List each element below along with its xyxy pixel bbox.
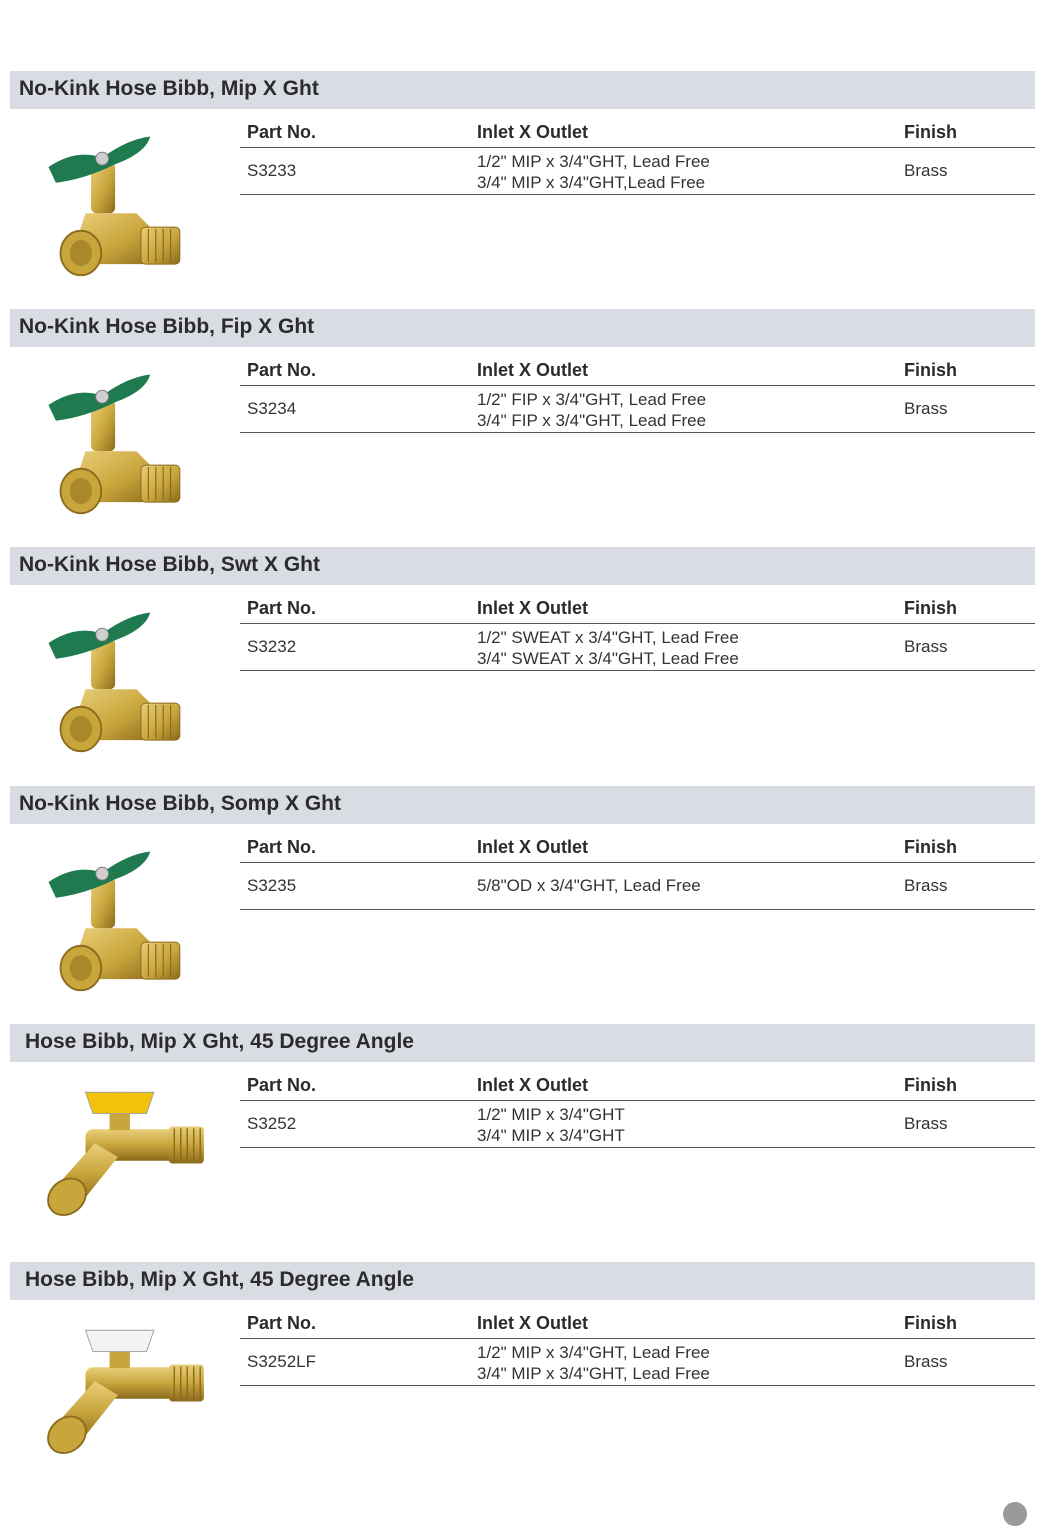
inlet-outlet-header: Inlet X Outlet <box>477 360 589 380</box>
table-header-row <box>240 834 1035 863</box>
table-header-row <box>240 357 1035 386</box>
hose-bibb-green-handle-icon <box>30 834 215 1004</box>
table-row <box>240 1339 1035 1386</box>
inlet-outlet-cell <box>477 627 739 669</box>
finish-header: Finish <box>904 598 957 618</box>
section-header <box>10 547 1035 585</box>
part-number-cell: S3252LF <box>247 1352 316 1371</box>
part-no-header: Part No. <box>247 837 317 857</box>
hose-bibb-green-handle-icon <box>30 595 215 765</box>
part-no-header: Part No. <box>247 122 317 142</box>
inlet-outlet-line: 1/2" MIP x 3/4"GHT <box>477 1105 625 1124</box>
section-title: No-Kink Hose Bibb, Somp X Ght <box>19 792 342 815</box>
table-header-row <box>240 1072 1035 1101</box>
product-section <box>10 71 1035 309</box>
inlet-outlet-line: 5/8"OD x 3/4"GHT, Lead Free <box>477 876 701 895</box>
hose-bibb-yellow-handle-icon <box>30 1072 215 1242</box>
inlet-outlet-header: Inlet X Outlet <box>477 1313 589 1333</box>
part-number-cell: S3252 <box>247 1114 297 1133</box>
table-row <box>240 1101 1035 1148</box>
inlet-outlet-line: 1/2" FIP x 3/4"GHT, Lead Free <box>477 390 707 409</box>
inlet-outlet-line: 1/2" MIP x 3/4"GHT, Lead Free <box>477 152 710 171</box>
finish-header: Finish <box>904 1075 957 1095</box>
product-section <box>10 1262 1035 1500</box>
finish-header: Finish <box>904 122 957 142</box>
part-no-header: Part No. <box>247 1313 317 1333</box>
table-row <box>240 148 1035 195</box>
part-number-cell: S3235 <box>247 876 297 895</box>
section-header <box>10 71 1035 109</box>
product-section <box>10 1024 1035 1262</box>
section-header <box>10 1024 1035 1062</box>
section-header <box>10 1262 1035 1300</box>
hose-bibb-green-handle-icon <box>30 119 215 289</box>
section-header <box>10 786 1035 824</box>
product-section <box>10 309 1035 547</box>
inlet-outlet-cell <box>477 151 710 193</box>
finish-cell: Brass <box>904 637 948 656</box>
part-no-header: Part No. <box>247 360 317 380</box>
inlet-outlet-cell <box>477 389 706 431</box>
finish-cell: Brass <box>904 161 948 180</box>
inlet-outlet-line: 3/4" MIP x 3/4"GHT, Lead Free <box>477 1364 710 1383</box>
section-title: Hose Bibb, Mip X Ght, 45 Degree Angle <box>25 1030 414 1053</box>
hose-bibb-white-handle-icon <box>30 1310 215 1480</box>
inlet-outlet-cell <box>477 1104 625 1146</box>
spec-table <box>240 834 1035 910</box>
part-no-header: Part No. <box>247 1075 317 1095</box>
inlet-outlet-header: Inlet X Outlet <box>477 1075 589 1095</box>
hose-bibb-green-handle-icon <box>30 357 215 527</box>
finish-cell: Brass <box>904 876 948 895</box>
part-number-cell: S3233 <box>247 161 297 180</box>
inlet-outlet-header: Inlet X Outlet <box>477 598 589 618</box>
finish-header: Finish <box>904 360 957 380</box>
part-no-header: Part No. <box>247 598 317 618</box>
finish-header: Finish <box>904 837 957 857</box>
part-number-cell: S3234 <box>247 399 297 418</box>
table-row <box>240 624 1035 671</box>
section-header <box>10 309 1035 347</box>
table-header-row <box>240 119 1035 148</box>
section-title: No-Kink Hose Bibb, Mip X Ght <box>19 77 319 100</box>
section-title: No-Kink Hose Bibb, Swt X Ght <box>19 553 321 576</box>
section-title: Hose Bibb, Mip X Ght, 45 Degree Angle <box>25 1268 414 1291</box>
inlet-outlet-line: 1/2" MIP x 3/4"GHT, Lead Free <box>477 1343 710 1362</box>
finish-cell: Brass <box>904 1114 948 1133</box>
inlet-outlet-cell <box>477 876 701 896</box>
inlet-outlet-header: Inlet X Outlet <box>477 122 589 142</box>
finish-cell: Brass <box>904 399 948 418</box>
inlet-outlet-line: 3/4" SWEAT x 3/4"GHT, Lead Free <box>477 649 739 668</box>
table-header-row <box>240 1310 1035 1339</box>
finish-cell: Brass <box>904 1352 948 1371</box>
inlet-outlet-line: 3/4" MIP x 3/4"GHT <box>477 1126 625 1145</box>
inlet-outlet-header: Inlet X Outlet <box>477 837 589 857</box>
spec-table <box>240 1072 1035 1148</box>
spec-table <box>240 595 1035 671</box>
spec-table <box>240 119 1035 195</box>
inlet-outlet-line: 1/2" SWEAT x 3/4"GHT, Lead Free <box>477 628 739 647</box>
inlet-outlet-line: 3/4" MIP x 3/4"GHT,Lead Free <box>477 173 706 192</box>
inlet-outlet-line: 3/4" FIP x 3/4"GHT, Lead Free <box>477 411 707 430</box>
spec-table <box>240 357 1035 433</box>
finish-header: Finish <box>904 1313 957 1333</box>
spec-table <box>240 1310 1035 1386</box>
section-title: No-Kink Hose Bibb, Fip X Ght <box>19 315 315 338</box>
scroll-indicator[interactable] <box>1003 1502 1027 1526</box>
product-section <box>10 547 1035 785</box>
table-row <box>240 863 1035 910</box>
table-header-row <box>240 595 1035 624</box>
inlet-outlet-cell <box>477 1342 710 1384</box>
table-row <box>240 386 1035 433</box>
part-number-cell: S3232 <box>247 637 297 656</box>
product-section <box>10 786 1035 1024</box>
